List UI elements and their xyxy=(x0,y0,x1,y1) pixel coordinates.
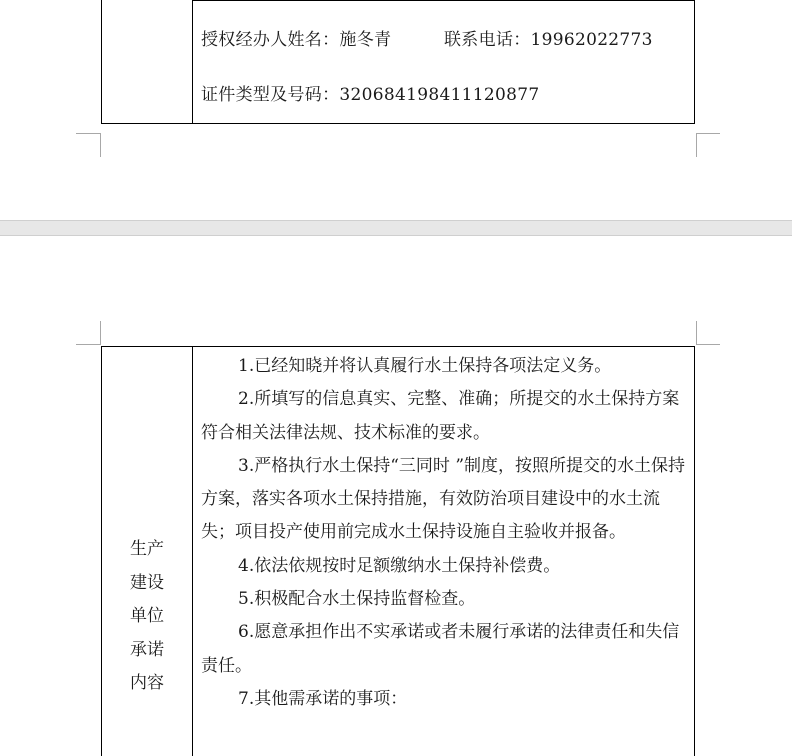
corner-mark-bottom-left-h xyxy=(76,133,100,134)
page-gap xyxy=(0,220,792,236)
agent-info-cell xyxy=(192,0,695,124)
commitment-item-2: 2.所填写的信息真实、完整、准确；所提交的水土保持方案符合相关法律法规、技术标准的要求。 xyxy=(201,389,680,443)
corner-mark-top-left-h xyxy=(76,344,100,345)
table-left-border-2 xyxy=(101,346,102,756)
corner-mark-bottom-left-v xyxy=(100,133,101,157)
agent-id-value: 320684198411120877 xyxy=(339,85,540,105)
corner-mark-bottom-right-h xyxy=(696,133,720,134)
corner-mark-top-left-v xyxy=(100,321,101,345)
commitment-item-3: 3.严格执行水土保持“三同时 ”制度，按照所提交的水土保持方案，落实各项水土保持措施，有效防治项目建设中的水土流失；项目投产使用前完成水土保持设施自主验收并报备。 xyxy=(201,455,686,543)
commitment-item-6: 6.愿意承担作出不实承诺或者未履行承诺的法律责任和失信责任。 xyxy=(201,622,680,676)
side-label-line-3: 单位 xyxy=(130,606,164,626)
agent-phone-value: 19962022773 xyxy=(530,30,653,50)
commitment-side-label xyxy=(103,533,191,701)
table-column-divider-2 xyxy=(192,346,193,756)
corner-mark-top-right-v xyxy=(696,321,697,345)
agent-name-label: 授权经办人姓名： xyxy=(201,30,340,50)
table-right-border-2 xyxy=(694,346,695,756)
agent-name-line xyxy=(201,25,391,50)
side-label-line-1: 生产 xyxy=(130,539,164,559)
agent-phone-line xyxy=(444,25,653,50)
agent-name-value: 施冬青 xyxy=(339,30,392,50)
agent-id-label: 证件类型及号码： xyxy=(201,85,340,105)
corner-mark-top-right-h xyxy=(696,344,720,345)
side-label-line-4: 承诺 xyxy=(130,639,164,660)
corner-mark-bottom-right-v xyxy=(696,133,697,157)
table-bottom-border xyxy=(101,123,695,124)
document-page-2 xyxy=(0,236,792,750)
agent-phone-label: 联系电话： xyxy=(444,30,531,50)
commitment-item-5: 5.积极配合水土保持监督检查。 xyxy=(238,589,476,610)
table-left-border xyxy=(101,0,102,124)
table-top-border xyxy=(101,346,695,347)
document-page-1 xyxy=(0,0,792,220)
commitment-content xyxy=(201,350,691,716)
side-label-line-2: 建设 xyxy=(130,572,164,593)
commitment-item-7: 7.其他需承诺的事项： xyxy=(238,688,408,709)
commitment-item-4: 4.依法依规按时足额缴纳水土保持补偿费。 xyxy=(238,555,561,576)
side-label-line-5: 内容 xyxy=(130,673,164,693)
agent-id-line xyxy=(201,80,540,105)
commitment-item-1: 1.已经知晓并将认真履行水土保持各项法定义务。 xyxy=(238,356,612,376)
